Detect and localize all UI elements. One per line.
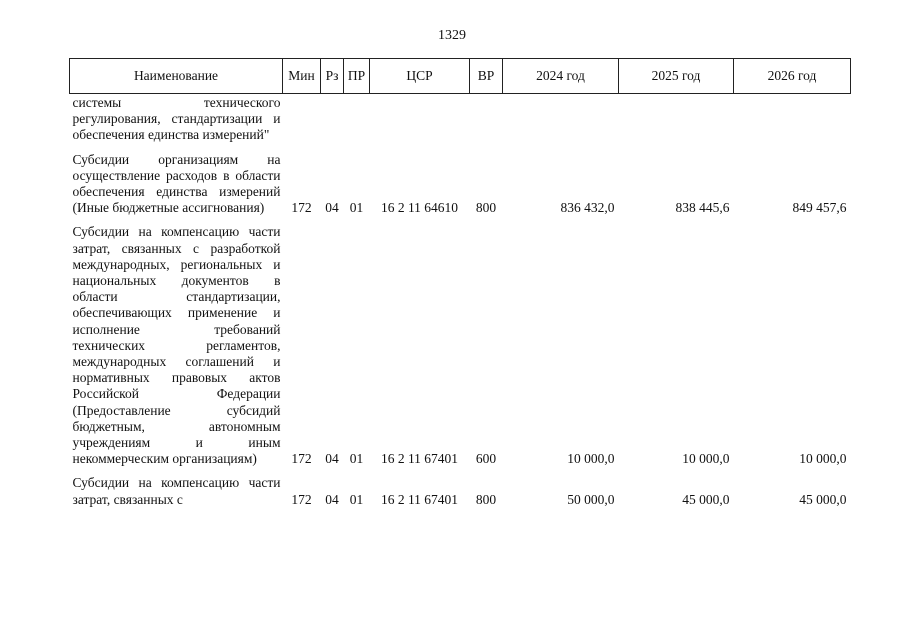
- header-rz: Рз: [321, 59, 344, 94]
- table-row: [70, 475, 851, 507]
- row-2025: 45 000,0: [682, 491, 730, 507]
- row-2026: 45 000,0: [799, 491, 847, 507]
- row-gap: [70, 216, 851, 224]
- table-row: [70, 94, 851, 144]
- row-2024: 836 432,0: [560, 200, 615, 216]
- row-name: Субсидии на компенсацию части затрат, связанных с разработкой международных, региональных и национальных документов в области стандартизации, обеспечивающих применение и исполнение требований технических регламентов, международных соглашений и нормативных правовых актов Российской Федерации (Предоставление субсидий бюджетным, автономным учреждениям и иным некоммерческим организациям): [72, 224, 281, 467]
- row-vr: 800: [475, 200, 497, 216]
- row-2024: [503, 94, 619, 144]
- row-2024: 10 000,0: [567, 451, 615, 467]
- row-name: Субсидии на компенсацию части затрат, связанных с: [72, 475, 281, 507]
- row-pr: 01: [349, 200, 364, 216]
- row-vr: 600: [475, 451, 497, 467]
- row-2025: 10 000,0: [682, 451, 730, 467]
- header-pr: ПР: [344, 59, 370, 94]
- row-pr: [344, 94, 370, 144]
- header-2025: 2025 год: [619, 59, 734, 94]
- row-rz: 04: [325, 200, 339, 216]
- row-rz: 04: [325, 451, 339, 467]
- row-csr: 16 2 11 67401: [380, 491, 459, 507]
- row-2025: 838 445,6: [675, 200, 730, 216]
- row-vr: [470, 94, 503, 144]
- row-2026: 849 457,6: [792, 200, 847, 216]
- header-csr: ЦСР: [370, 59, 470, 94]
- row-csr: 16 2 11 67401: [380, 451, 459, 467]
- row-min: 172: [291, 491, 312, 507]
- table-row: [70, 152, 851, 217]
- table-header-row: [70, 59, 851, 94]
- row-min: 172: [291, 451, 312, 467]
- row-min: 172: [291, 200, 312, 216]
- row-2025: [619, 94, 734, 144]
- row-2024: 50 000,0: [567, 491, 615, 507]
- row-name: Субсидии организациям на осуществление расходов в области обеспечения единства измерений (Иные бюджетные ассигнования): [72, 151, 281, 216]
- row-rz: [321, 94, 344, 144]
- row-2026: [734, 94, 851, 144]
- table-row: [70, 224, 851, 467]
- header-2024: 2024 год: [503, 59, 619, 94]
- row-name: системы технического регулирования, стандартизации и обеспечения единства измерений": [72, 95, 281, 143]
- row-vr: 800: [475, 491, 497, 507]
- row-pr: 01: [349, 491, 364, 507]
- header-vr: ВР: [470, 59, 503, 94]
- header-2026: 2026 год: [734, 59, 851, 94]
- budget-table: [69, 58, 851, 508]
- row-gap: [70, 467, 851, 475]
- row-pr: 01: [349, 451, 364, 467]
- row-gap: [70, 144, 851, 152]
- row-csr: [370, 94, 470, 144]
- page-number: 1329: [438, 28, 466, 43]
- row-min: [283, 94, 321, 144]
- header-name: Наименование: [70, 59, 283, 94]
- header-min: Мин: [283, 59, 321, 94]
- row-rz: 04: [325, 491, 339, 507]
- row-csr: 16 2 11 64610: [380, 200, 459, 216]
- row-2026: 10 000,0: [799, 451, 847, 467]
